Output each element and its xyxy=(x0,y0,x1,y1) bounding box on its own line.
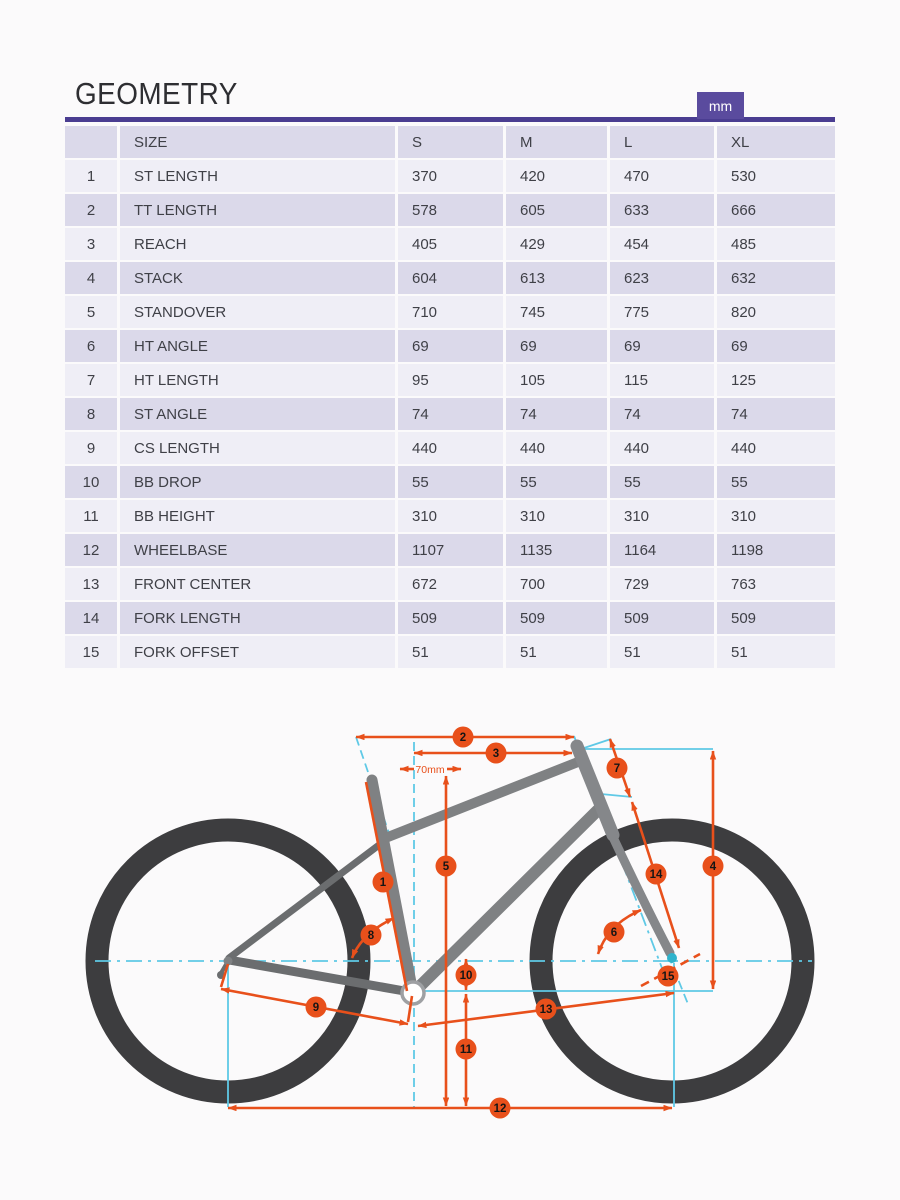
row-value: 729 xyxy=(610,568,714,600)
column-header: XL xyxy=(717,126,835,158)
marker-number: 4 xyxy=(709,861,717,873)
dimension-marker xyxy=(703,856,724,877)
row-value: 69 xyxy=(717,330,835,362)
geometry-diagram xyxy=(0,696,900,1131)
row-value: 578 xyxy=(398,194,503,226)
row-number: 3 xyxy=(65,228,117,260)
row-value: 672 xyxy=(398,568,503,600)
row-value: 623 xyxy=(610,262,714,294)
row-label: FRONT CENTER xyxy=(120,568,395,600)
row-value: 632 xyxy=(717,262,835,294)
marker-number: 9 xyxy=(312,1002,320,1014)
table-row xyxy=(65,432,835,464)
row-value: 105 xyxy=(506,364,607,396)
dimension-marker xyxy=(456,1039,477,1060)
row-value: 55 xyxy=(610,466,714,498)
row-label: HT LENGTH xyxy=(120,364,395,396)
reference-lines xyxy=(95,736,812,1107)
marker-number: 11 xyxy=(459,1044,473,1056)
row-value: 509 xyxy=(717,602,835,634)
marker-number: 6 xyxy=(610,927,618,939)
row-label: ST LENGTH xyxy=(120,160,395,192)
row-value: 530 xyxy=(717,160,835,192)
chainstay-tube xyxy=(229,960,410,992)
header-row xyxy=(65,126,835,158)
seat-offset-label: 70mm xyxy=(415,764,445,776)
row-value: 310 xyxy=(506,500,607,532)
row-value: 1107 xyxy=(398,534,503,566)
row-number: 15 xyxy=(65,636,117,668)
dimension-marker xyxy=(456,965,477,986)
row-value: 69 xyxy=(506,330,607,362)
row-value: 509 xyxy=(398,602,503,634)
row-value: 115 xyxy=(610,364,714,396)
row-number: 8 xyxy=(65,398,117,430)
marker-number: 7 xyxy=(613,763,621,775)
row-number: 12 xyxy=(65,534,117,566)
marker-number: 10 xyxy=(459,970,473,982)
row-value: 310 xyxy=(398,500,503,532)
row-label: STACK xyxy=(120,262,395,294)
row-value: 509 xyxy=(506,602,607,634)
table-row xyxy=(65,466,835,498)
dimension-marker xyxy=(306,997,327,1018)
row-label: STANDOVER xyxy=(120,296,395,328)
row-label: BB HEIGHT xyxy=(120,500,395,532)
row-value: 51 xyxy=(717,636,835,668)
row-value: 633 xyxy=(610,194,714,226)
row-value: 95 xyxy=(398,364,503,396)
row-label: HT ANGLE xyxy=(120,330,395,362)
row-number: 14 xyxy=(65,602,117,634)
row-value: 470 xyxy=(610,160,714,192)
table-body xyxy=(65,160,835,668)
row-value: 69 xyxy=(610,330,714,362)
row-number: 7 xyxy=(65,364,117,396)
page-title: GEOMETRY xyxy=(75,76,238,111)
row-value: 509 xyxy=(610,602,714,634)
row-label: FORK LENGTH xyxy=(120,602,395,634)
down-tube xyxy=(414,808,600,992)
dimension-marker xyxy=(486,743,507,764)
row-value: 666 xyxy=(717,194,835,226)
row-value: 440 xyxy=(610,432,714,464)
table-row xyxy=(65,228,835,260)
front-hub xyxy=(667,953,677,963)
dimension-marker xyxy=(453,727,474,748)
row-label: REACH xyxy=(120,228,395,260)
row-label: WHEELBASE xyxy=(120,534,395,566)
row-number: 11 xyxy=(65,500,117,532)
row-number: 13 xyxy=(65,568,117,600)
row-value: 710 xyxy=(398,296,503,328)
dimension-marker xyxy=(373,872,394,893)
row-value: 605 xyxy=(506,194,607,226)
row-value: 125 xyxy=(717,364,835,396)
table-row xyxy=(65,262,835,294)
unit-badge: mm xyxy=(697,92,744,119)
row-value: 69 xyxy=(398,330,503,362)
row-value: 700 xyxy=(506,568,607,600)
column-header: SIZE xyxy=(120,126,395,158)
marker-number: 8 xyxy=(367,930,375,942)
headtube-top-tick xyxy=(581,739,611,749)
header xyxy=(65,0,835,122)
row-number: 1 xyxy=(65,160,117,192)
row-label: ST ANGLE xyxy=(120,398,395,430)
row-value: 440 xyxy=(398,432,503,464)
dimension-marker xyxy=(436,856,457,877)
dimension-marker xyxy=(607,758,628,779)
marker-number: 2 xyxy=(459,732,467,744)
row-value: 74 xyxy=(506,398,607,430)
marker-number: 15 xyxy=(661,971,675,983)
row-number: 2 xyxy=(65,194,117,226)
table-row xyxy=(65,500,835,532)
row-number: 10 xyxy=(65,466,117,498)
dimension-marker xyxy=(646,864,667,885)
table-row xyxy=(65,534,835,566)
row-value: 485 xyxy=(717,228,835,260)
dimension-marker xyxy=(536,999,557,1020)
table-row xyxy=(65,194,835,226)
row-value: 55 xyxy=(506,466,607,498)
row-value: 370 xyxy=(398,160,503,192)
row-value: 1164 xyxy=(610,534,714,566)
row-value: 55 xyxy=(398,466,503,498)
row-value: 51 xyxy=(506,636,607,668)
marker-number: 3 xyxy=(492,748,500,760)
row-value: 74 xyxy=(717,398,835,430)
table-row xyxy=(65,330,835,362)
column-header: L xyxy=(610,126,714,158)
dimension-marker xyxy=(604,922,625,943)
row-label: FORK OFFSET xyxy=(120,636,395,668)
marker-number: 12 xyxy=(493,1103,507,1115)
row-value: 55 xyxy=(717,466,835,498)
row-value: 1198 xyxy=(717,534,835,566)
row-label: CS LENGTH xyxy=(120,432,395,464)
row-value: 420 xyxy=(506,160,607,192)
row-number: 9 xyxy=(65,432,117,464)
dimension-marker xyxy=(658,966,679,987)
row-number: 6 xyxy=(65,330,117,362)
marker-number: 13 xyxy=(539,1004,553,1016)
geometry-table xyxy=(62,124,838,670)
row-value: 405 xyxy=(398,228,503,260)
row-value: 613 xyxy=(506,262,607,294)
row-value: 74 xyxy=(610,398,714,430)
row-value: 775 xyxy=(610,296,714,328)
column-header xyxy=(65,126,117,158)
row-value: 745 xyxy=(506,296,607,328)
table-row xyxy=(65,636,835,668)
table-row xyxy=(65,364,835,396)
row-value: 820 xyxy=(717,296,835,328)
row-number: 4 xyxy=(65,262,117,294)
marker-number: 5 xyxy=(442,861,450,873)
row-value: 310 xyxy=(717,500,835,532)
table-row xyxy=(65,602,835,634)
row-value: 429 xyxy=(506,228,607,260)
row-value: 763 xyxy=(717,568,835,600)
row-value: 604 xyxy=(398,262,503,294)
table-row xyxy=(65,398,835,430)
row-value: 74 xyxy=(398,398,503,430)
headtube-bottom-tick xyxy=(601,794,632,797)
row-value: 440 xyxy=(717,432,835,464)
marker-number: 14 xyxy=(649,869,663,881)
table-row xyxy=(65,160,835,192)
table-row xyxy=(65,568,835,600)
row-value: 310 xyxy=(610,500,714,532)
row-value: 454 xyxy=(610,228,714,260)
row-value: 440 xyxy=(506,432,607,464)
column-header: M xyxy=(506,126,607,158)
table-row xyxy=(65,296,835,328)
row-value: 51 xyxy=(398,636,503,668)
dimension-marker xyxy=(490,1098,511,1119)
column-header: S xyxy=(398,126,503,158)
row-label: TT LENGTH xyxy=(120,194,395,226)
row-number: 5 xyxy=(65,296,117,328)
dimension-marker xyxy=(361,925,382,946)
row-value: 51 xyxy=(610,636,714,668)
row-label: BB DROP xyxy=(120,466,395,498)
table-header xyxy=(65,126,835,158)
row-value: 1135 xyxy=(506,534,607,566)
marker-number: 1 xyxy=(379,877,387,889)
